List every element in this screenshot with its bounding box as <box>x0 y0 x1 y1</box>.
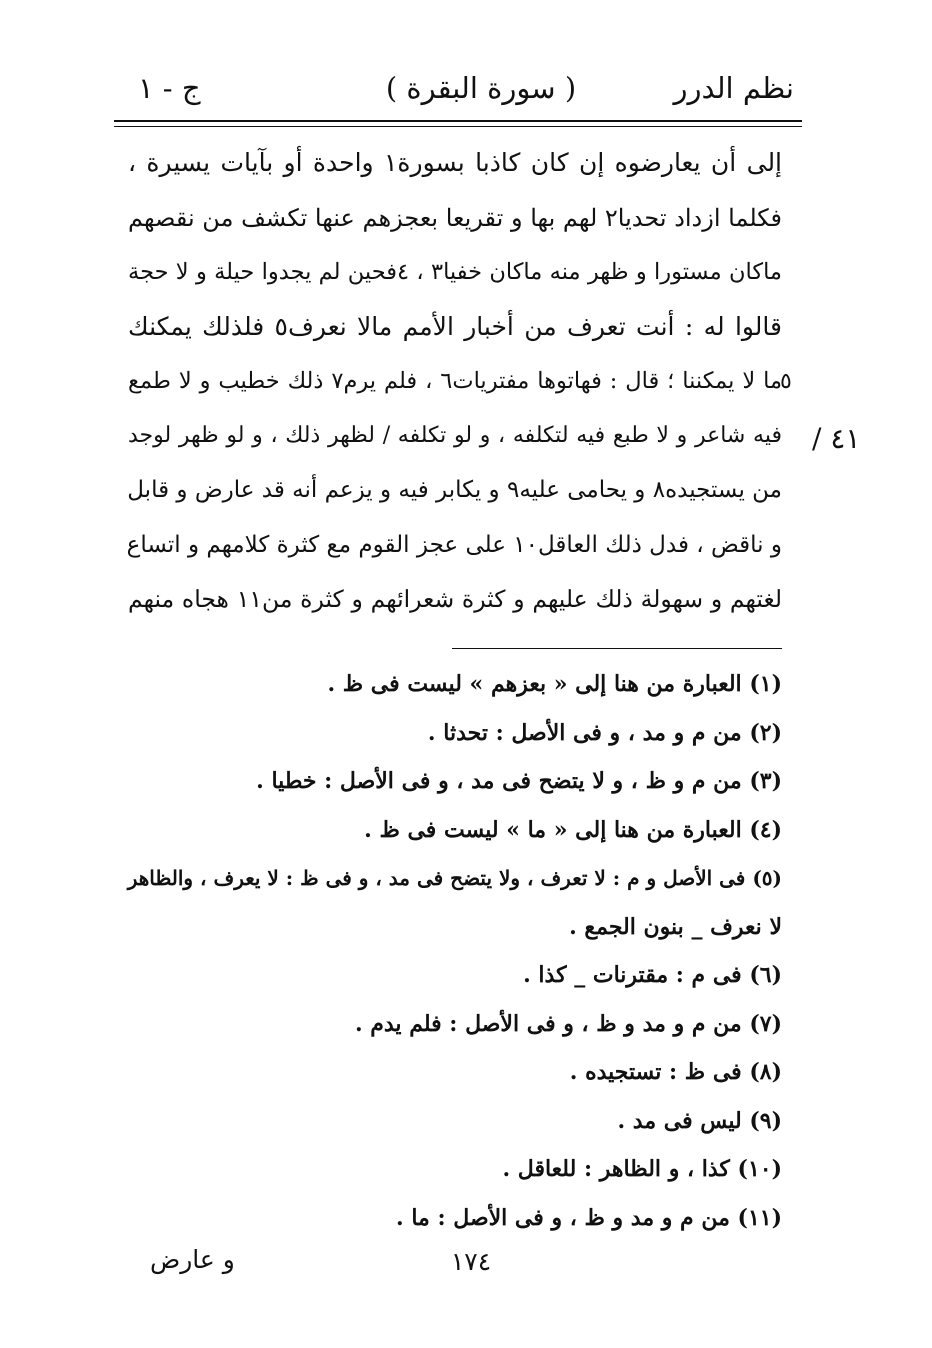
footnote: (٣) من م و ظ ، و لا يتضح فى مد ، و فى الأصل : خطيا . <box>256 768 782 794</box>
text-line: من يستجيده٨ و يحامى عليه٩ و يكابر فيه و يزعم أنه قد عارض و قابل <box>127 477 782 503</box>
main-text <box>128 136 782 627</box>
text-line: فكلما ازداد تحديا٢ لهم بها و تقريعا بعجزهم عنها تكشف من نقصهم <box>128 203 782 232</box>
page-number: ١٧٤ <box>450 1247 492 1276</box>
footnote: (٨) فى ظ : تستجيده . <box>569 1059 782 1085</box>
line-number: ٥ <box>780 369 792 394</box>
text-line: قالوا له : أنت تعرف من أخبار الأمم مالا نعرف٥ فلذلك يمكنك <box>128 311 782 341</box>
footnote: (٦) فى م : مقترنات _ كذا . <box>523 962 782 988</box>
footnote: (١١) من م و مد و ظ ، و فى الأصل : ما . <box>396 1204 782 1231</box>
book-title: نظم الدرر <box>673 71 794 105</box>
text-line: ما لا يمكننا ؛ قال : فهاتوها مفتريات٦ ، فلم يرم٧ ذلك خطيب و لا طمع <box>128 368 783 394</box>
header-rule-thick <box>114 120 802 122</box>
text-line: و ناقض ، فدل ذلك العاقل١٠ على عجز القوم مع كثرة كلامهم و اتساع <box>126 531 782 558</box>
volume-label: ج - ١ <box>138 71 201 105</box>
footnote: (٤) العبارة من هنا إلى « ما » ليست فى ظ . <box>364 816 782 843</box>
surah-title: ( سورة البقرة ) <box>385 71 577 105</box>
text-line: ماكان مستورا و ظهر منه ماكان خفيا٣ ، ٤فحين لم يجدوا حيلة و لا حجة <box>128 259 782 285</box>
text-line: إلى أن يعارضوه إن كان كاذبا بسورة١ واحدة أو بآيات يسيرة ، <box>128 148 783 177</box>
manuscript-folio-mark: ٤١ / <box>812 422 861 455</box>
footnote: (٧) من م و مد و ظ ، و فى الأصل : فلم يدم . <box>354 1010 782 1037</box>
text-line: لغتهم و سهولة ذلك عليهم و كثرة شعرائهم و كثرة من١١ هجاه منهم <box>128 585 782 613</box>
header-rule-thin <box>114 126 802 127</box>
text-line: فيه شاعر و لا طبع فيه لتكلفه ، و لو تكلفه / لظهر ذلك ، و لو ظهر لوجد <box>128 422 782 448</box>
footnote: (١٠) كذا ، و الظاهر : للعاقل . <box>502 1156 782 1182</box>
footnote: (٥) فى الأصل و م : لا تعرف ، ولا يتضح فى مد ، و فى ظ : لا يعرف ، والظاهر <box>127 866 782 890</box>
footnote-separator <box>452 648 782 649</box>
footnote: (٩) ليس فى مد . <box>617 1107 782 1134</box>
catchword: و عارض <box>150 1245 235 1274</box>
footnote: (٢) من م و مد ، و فى الأصل : تحدثا . <box>427 719 782 746</box>
footnote-continuation: لا نعرف _ بنون الجمع . <box>569 913 782 940</box>
footnotes <box>128 660 782 1242</box>
footnote: (١) العبارة من هنا إلى « بعزهم » ليست فى ظ . <box>327 671 782 697</box>
